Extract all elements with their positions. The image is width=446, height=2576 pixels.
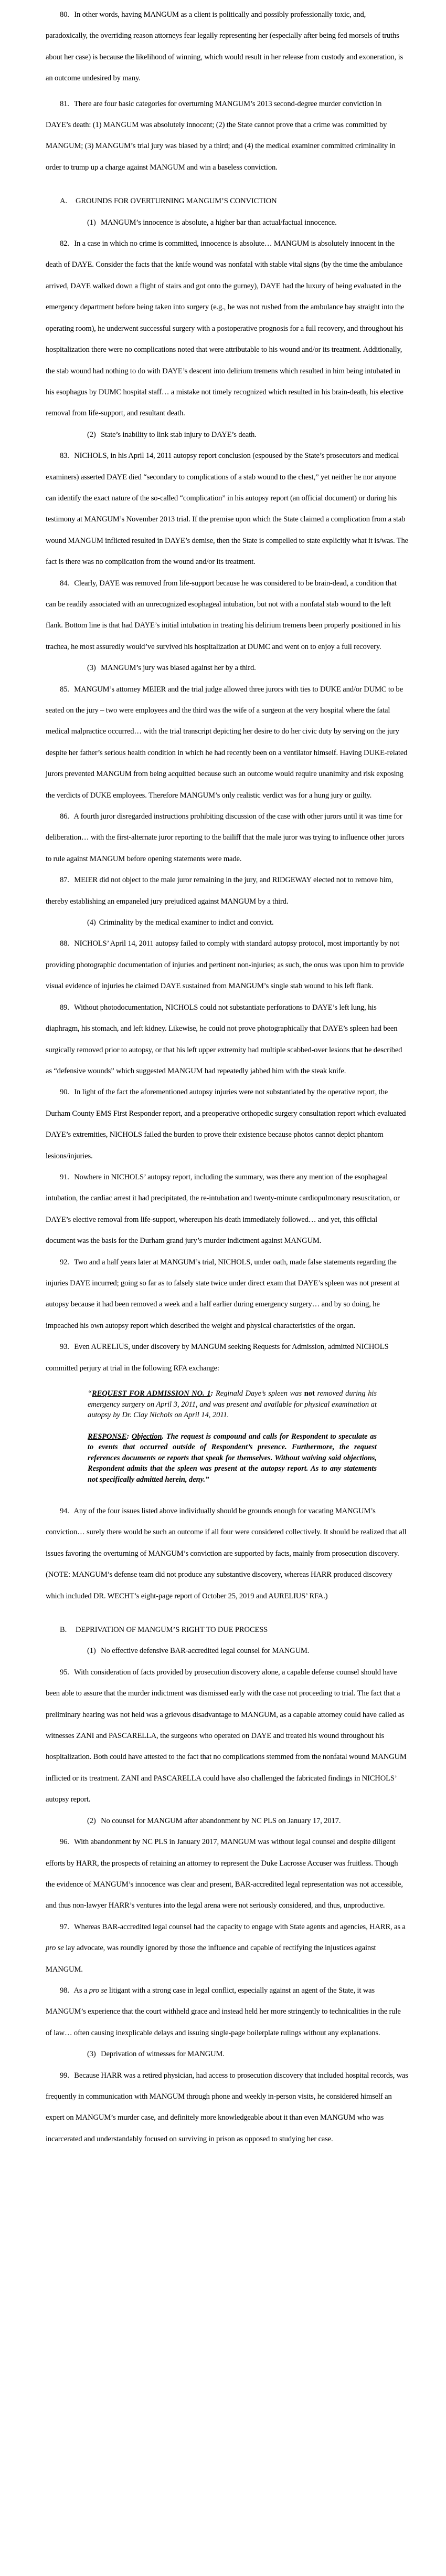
subheading-text: MANGUM’s innocence is absolute, a higher bar than actual/factual innocence. [101, 218, 337, 227]
paragraph-text: In a case in which no crime is committed, innocence is absolute… MANGUM is absolutely innocent in the death of DAYE. Consider the facts that the knife wound was nonfatal with stable vital signs (by the time the ambulance arrived, DAYE walked down a flight of stairs and got onto the gurney), DAYE had the luxury of being evaluated in the emergency department before being taken into surgery (e.g., he was not rushed from the ambulance bay straight into the operating room), he underwent successful surgery with a postoperative prognosis for a full recovery, and throughout his hospitalization there were no complications noted that were attributable to his wound and/or its treatment. Additionally, the stab wound had nothing to do with DAYE’s descent into delirium tremens which resulted in him being intubated in his esophagus by DUMC hospital staff… a mistake not timely recognized which resulted in his brain-death, his elective removal from life-support, and resultant death. [46, 239, 405, 418]
paragraph-number: 81. [60, 99, 69, 108]
paragraph-87 [46, 870, 408, 912]
paragraph-number: 90. [60, 1088, 69, 1097]
paragraph-number: 84. [60, 579, 69, 588]
paragraph-number: 82. [60, 239, 69, 248]
paragraph-90 [46, 1082, 408, 1167]
paragraph-number: 83. [60, 452, 69, 460]
paragraph-80 [46, 4, 408, 89]
subheading-label: (2) [87, 430, 96, 439]
paragraph-96 [46, 1831, 408, 1917]
subheading-a4 [87, 912, 408, 933]
rfa-response-label: RESPONSE [88, 1432, 127, 1441]
paragraph-text: With consideration of facts provided by prosecution discovery alone, a capable defense counsel should have been able to assure that the murder indictment was dismissed early with the case not proceeding to trial. The fact that a preliminary hearing was not held was a grievous disadvantage to MANGUM, as a capable attorney could have called as witnesses ZANI and PASCARELLA, the surgeons who operated on DAYE and treated his wound throughout his hospitalization. Both could have attested to the fact that no complications stemmed from the nonfatal wound MANGUM inflicted or its treatment. ZANI and PASCARELLA could have also challenged the fabricated findings in NICHOLS’ autopsy report. [46, 1668, 407, 1804]
paragraph-number: 94. [60, 1507, 69, 1515]
subheading-label: (1) [87, 218, 96, 227]
subheading-b2 [87, 1810, 408, 1831]
subheading-label: (1) [87, 1647, 96, 1656]
rfa-request-label: REQUEST FOR ADMISSION NO. 1 [92, 1389, 211, 1398]
paragraph-text: NICHOLS, in his April 14, 2011 autopsy report conclusion (espoused by the State’s prosecutors and medical examiners) asserted DAYE died “secondary to complications of a stab wound to the chest,” yet neither he nor anyone can identify the exact nature of the so-called “complication” in his autopsy report (an official document) or during his testimony at MANGUM’s November 2013 trial. If the premise upon which the State claimed a complication from a stab wound MANGUM inflicted resulted in DAYE’s demise, then the State is compelled to state explicitly what it is/was. The fact is there was no complication from the wound and/or its treatment. [46, 452, 408, 567]
subheading-a1 [87, 212, 408, 233]
section-letter: A. [60, 197, 67, 206]
paragraph-text: Clearly, DAYE was removed from life-support because he was considered to be brain-dead, a condition that can be readily associated with an unrecognized esophageal intubation, but not with a nonfatal stab wound to the left flank. Bottom line is that had DAYE’s initial intubation in treating his delirium tremens been properly positioned in his trachea, he most assuredly would’ve survived his hospitalization at DUMC and went on to enjoy a full recovery. [46, 579, 401, 651]
paragraph-83 [46, 445, 408, 572]
paragraph-98 [46, 1980, 408, 2044]
paragraph-85 [46, 679, 408, 806]
paragraph-text: With abandonment by NC PLS in January 2017, MANGUM was without legal counsel and despite diligent efforts by HARR, the prospects of retaining an attorney to represent the Duke Lacrosse Accuser was fruitless. Though the evidence of MANGUM’s innocence was clear and present, BAR-accredited legal representation was not accessible, and thus non-lawyer HARR’s ventures into the legal arena were not seriously considered, and thus, unproductive. [46, 1838, 403, 1910]
subheading-a2 [87, 424, 408, 445]
paragraph-84 [46, 573, 408, 658]
paragraph-text: Two and a half years later at MANGUM’s trial, NICHOLS, under oath, made false statements regarding the injuries DAYE incurred; going so far as to falsely state twice under direct exam that DAYE’s spleen was not present at autopsy because it had been removed a week and a half earlier during emergency surgery… and by so doing, he impeached his own autopsy report which described the weight and physical characteristics of the organ. [46, 1258, 400, 1330]
paragraph-81 [46, 93, 408, 179]
paragraph-text: NICHOLS’ April 14, 2011 autopsy failed to comply with standard autopsy protocol, most importantly by not providing photographic documentation of injuries and pertinent non-injuries; as such, the onus was upon him to provide visual evidence of injuries he claimed DAYE sustained from MANGUM’s single stab wound to his left flank. [46, 939, 405, 991]
rfa-block-quote [88, 1388, 377, 1485]
paragraph-93 [46, 1336, 408, 1379]
paragraph-86 [46, 806, 408, 870]
paragraph-82 [46, 233, 408, 424]
paragraph-text: In other words, having MANGUM as a client is politically and possibly professionally toxic, and, paradoxically, the overriding reason attorneys fear legally representing her (especially after being fed morsels of truths about her case) is because the likelihood of winning, which would result in her release from custody and exoneration, is an outcome undesired by many. [46, 11, 403, 83]
subheading-b3 [87, 2044, 408, 2065]
section-heading-a [60, 191, 408, 212]
subheading-label: (3) [87, 664, 96, 673]
paragraph-number: 91. [60, 1172, 69, 1181]
rfa-request-text-pre: Reginald Daye’s spleen was [213, 1389, 304, 1398]
rfa-request-text-post: removed during his emergency surgery on April 3, 2011, and was present and available for physical examination at autopsy by Dr. Clay Nichols on April 14, 2011. [88, 1389, 377, 1419]
subheading-text: No effective defensive BAR-accredited legal counsel for MANGUM. [101, 1647, 310, 1656]
subheading-text: No counsel for MANGUM after abandonment by NC PLS on January 17, 2017. [101, 1816, 341, 1825]
subheading-text: Deprivation of witnesses for MANGUM. [101, 2050, 225, 2059]
section-heading-b [60, 1619, 408, 1640]
paragraph-89 [46, 997, 408, 1082]
paragraph-97 [46, 1917, 408, 1980]
rfa-colon: : [126, 1432, 132, 1441]
paragraph-text: litigant with a strong case in legal conflict, especially against an agent of the State, it was MANGUM’s experience that the court withheld grace and instead held her more stringently to technicalities in the rule of law… often causing inexplicable delays and issuing single-page boilerplate rulings without any explanations. [46, 1986, 401, 2037]
section-letter: B. [60, 1626, 67, 1635]
paragraph-94 [46, 1501, 408, 1607]
rfa-request [88, 1388, 377, 1421]
paragraph-number: 96. [60, 1838, 69, 1847]
subheading-label: (4) [87, 918, 96, 927]
paragraph-number: 88. [60, 939, 69, 948]
paragraph-99 [46, 2065, 408, 2150]
paragraph-number: 92. [60, 1258, 69, 1266]
paragraph-number: 80. [60, 11, 69, 19]
paragraph-number: 98. [60, 1986, 69, 1995]
paragraph-text: MANGUM’s attorney MEIER and the trial judge allowed three jurors with ties to DUKE and/or DUMC to be seated on the jury – two were employees and the third was the wife of a surgeon at the very hospital where the fatal medical malpractice occurred… with the trial transcript depicting her desire to do her civic duty by serving on the jury despite her father’s serious health condition in which he had recently been on a ventilator himself. Having DUKE-related jurors prevented MANGUM from being acquitted because such an outcome would require unanimity and risk exposing the verdicts of DUKE employees. Therefore MANGUM’s only realistic verdict was for a hung jury or guilty. [46, 685, 408, 800]
paragraph-text: A fourth juror disregarded instructions prohibiting discussion of the case with other jurors until it was time for deliberation… with the first-alternate juror reporting to the bailiff that the male juror was trying to influence other jurors to rule against MANGUM before opening statements were made. [46, 812, 405, 863]
paragraph-number: 86. [60, 812, 69, 821]
section-title: GROUNDS FOR OVERTURNING MANGUM’S CONVICTION [76, 197, 277, 206]
paragraph-text: Nowhere in NICHOLS’ autopsy report, including the summary, was there any mention of the esophageal intubation, the cardiac arrest it had precipitated, the re-intubation and twenty-minute cardiopulmonary resuscitation, or DAYE’s elective removal from life-support, whereupon his death immediately followed… and yet, this official document was the basis for the Durham grand jury’s murder indictment against MANGUM. [46, 1172, 400, 1245]
rfa-objection-label: Objection [131, 1432, 162, 1441]
rfa-request-emphasis: not [304, 1389, 315, 1398]
paragraph-88 [46, 933, 408, 997]
paragraph-number: 95. [60, 1668, 69, 1677]
paragraph-92 [46, 1252, 408, 1337]
paragraph-91 [46, 1167, 408, 1252]
paragraph-text: MEIER did not object to the male juror remaining in the jury, and RIDGEWAY elected not to remove him, thereby establishing an empaneled jury prejudiced against MANGUM by a third. [46, 876, 394, 906]
paragraph-text: Even AURELIUS, under discovery by MANGUM seeking Requests for Admission, admitted NICHOLS committed perjury at trial in the following RFA exchange: [46, 1343, 389, 1373]
subheading-text: MANGUM’s jury was biased against her by a third. [101, 664, 256, 673]
latin-term: pro se [89, 1986, 108, 1995]
paragraph-text: Whereas BAR-accredited legal counsel had the capacity to engage with State agents and agencies, HARR, as a [74, 1922, 406, 1931]
subheading-label: (3) [87, 2050, 96, 2059]
rfa-colon: : [210, 1389, 214, 1398]
open-quote: “ [88, 1389, 92, 1398]
subheading-label: (2) [87, 1816, 96, 1825]
paragraph-number: 85. [60, 685, 69, 694]
rfa-response [88, 1431, 377, 1485]
paragraph-text: Any of the four issues listed above individually should be grounds enough for vacating MANGUM’s conviction… surely there would be such an outcome if all four were considered collectively. It should be realized that all issues favoring the overturning of MANGUM’s conviction are supported by facts, mainly from prosecution discovery. (NOTE: MANGUM’s defense team did not produce any substantive discovery, whereas HARR produced discovery which included DR. WECHT’s eight-page report of October 25, 2019 and AURELIUS’ RFA.) [46, 1507, 407, 1600]
rfa-response-text: . The request is compound and calls for Respondent to speculate as to events that occurred outside of Respondent’s presence. Furthermore, the request references documents or reports that speak for themselves. Without waiving said objections, Respondent admits that the spleen was present at the autopsy report. As to any statements not specifically admitted herein, deny.” [88, 1432, 377, 1484]
paragraph-number: 87. [60, 876, 69, 885]
paragraph-text: Without photodocumentation, NICHOLS could not substantiate perforations to DAYE’s left lung, his diaphragm, his stomach, and left kidney. Likewise, he could not prove photographically that DAYE’s spleen had been surgically removed prior to autopsy, or that his left upper extremity had multiple scabbed-over lesions that he described as “defensive wounds” which suggested MANGUM had repeatedly jabbed him with the steak knife. [46, 1003, 402, 1075]
paragraph-number: 89. [60, 1003, 69, 1012]
latin-term: pro se [46, 1944, 64, 1953]
subheading-a3 [87, 657, 408, 678]
subheading-text: State’s inability to link stab injury to DAYE’s death. [101, 430, 257, 439]
paragraph-text: In light of the fact the aforementioned autopsy injuries were not substantiated by the operative report, the Durham County EMS First Responder report, and a preoperative orthopedic surgery consultation report which evaluated DAYE’s extremities, NICHOLS failed the burden to prove their existence because photos cannot depict phantom lesions/injuries. [46, 1088, 406, 1160]
subheading-b1 [87, 1640, 408, 1661]
section-title: DEPRIVATION OF MANGUM’S RIGHT TO DUE PROCESS [76, 1626, 268, 1635]
paragraph-95 [46, 1662, 408, 1810]
subheading-text: Criminality by the medical examiner to indict and convict. [99, 918, 274, 927]
paragraph-text: Because HARR was a retired physician, had access to prosecution discovery that included hospital records, was frequently in communication with MANGUM through phone and weekly in-person visits, he considered himself an expert on MANGUM’s murder case, and definitely more knowledgeable about it than even MANGUM who was incarcerated and understandably focused on surviving in prison as opposed to studying her case. [46, 2071, 408, 2143]
paragraph-text: There are four basic categories for overturning MANGUM’s 2013 second-degree murder conviction in DAYE’s death: (1) MANGUM was absolutely innocent; (2) the State cannot prove that a crime was committed by MANGUM; (3) MANGUM’s trial jury was biased by a third; and (4) the medical examiner committed criminality in order to trump up a charge against MANGUM and win a baseless conviction. [46, 99, 396, 172]
paragraph-text: lay advocate, was roundly ignored by those the influence and capable of rectifying the injustices against MANGUM. [46, 1944, 376, 1974]
paragraph-number: 99. [60, 2071, 69, 2080]
paragraph-number: 93. [60, 1343, 69, 1352]
paragraph-number: 97. [60, 1922, 69, 1931]
paragraph-text: As a [73, 1986, 89, 1995]
